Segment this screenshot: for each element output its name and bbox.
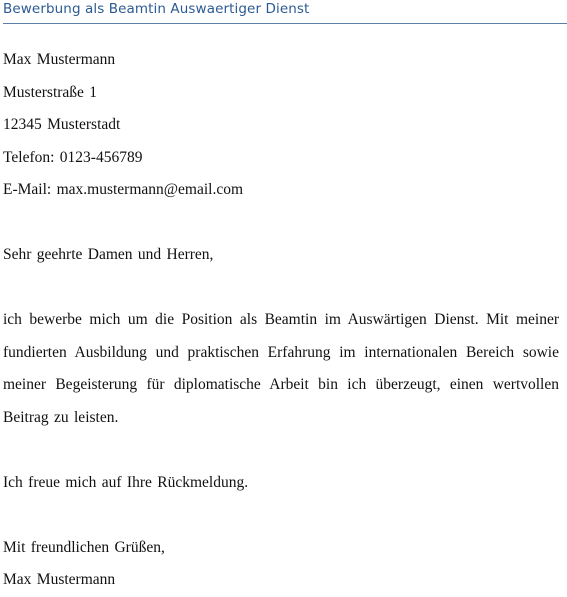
sender-street: Musterstraße 1 (3, 83, 98, 101)
page-header (3, 0, 567, 24)
paragraph-line: fundierten Ausbildung und praktischen Erfahrung im internationalen Bereich sowie (3, 343, 559, 361)
sender-email: E-Mail: max.mustermann@email.com (3, 181, 244, 198)
sender-city: 12345 Musterstadt (3, 116, 121, 133)
letter-body (3, 44, 559, 597)
header-title: Bewerbung als Beamtin Auswaertiger Dienst (3, 1, 310, 17)
spacer (3, 434, 559, 467)
closing: Mit freundlichen Grüßen, (3, 538, 165, 556)
spacer (3, 272, 559, 305)
spacer (3, 499, 559, 532)
sender-name: Max Mustermann (3, 51, 116, 68)
paragraph-line-last: Beitrag zu leisten. (3, 408, 119, 426)
salutation: Sehr geehrte Damen und Herren, (3, 246, 214, 263)
spacer (3, 207, 559, 240)
paragraph-2: Ich freue mich auf Ihre Rückmeldung. (3, 473, 249, 491)
signature: Max Mustermann (3, 571, 116, 588)
sender-phone: Telefon: 0123-456789 (3, 148, 143, 166)
paragraph-line: ich bewerbe mich um die Position als Beamtin im Auswärtigen Dienst. Mit meiner (3, 311, 559, 328)
paragraph-line: meiner Begeisterung für diplomatische Arbeit bin ich überzeugt, einen wertvollen (3, 376, 559, 393)
